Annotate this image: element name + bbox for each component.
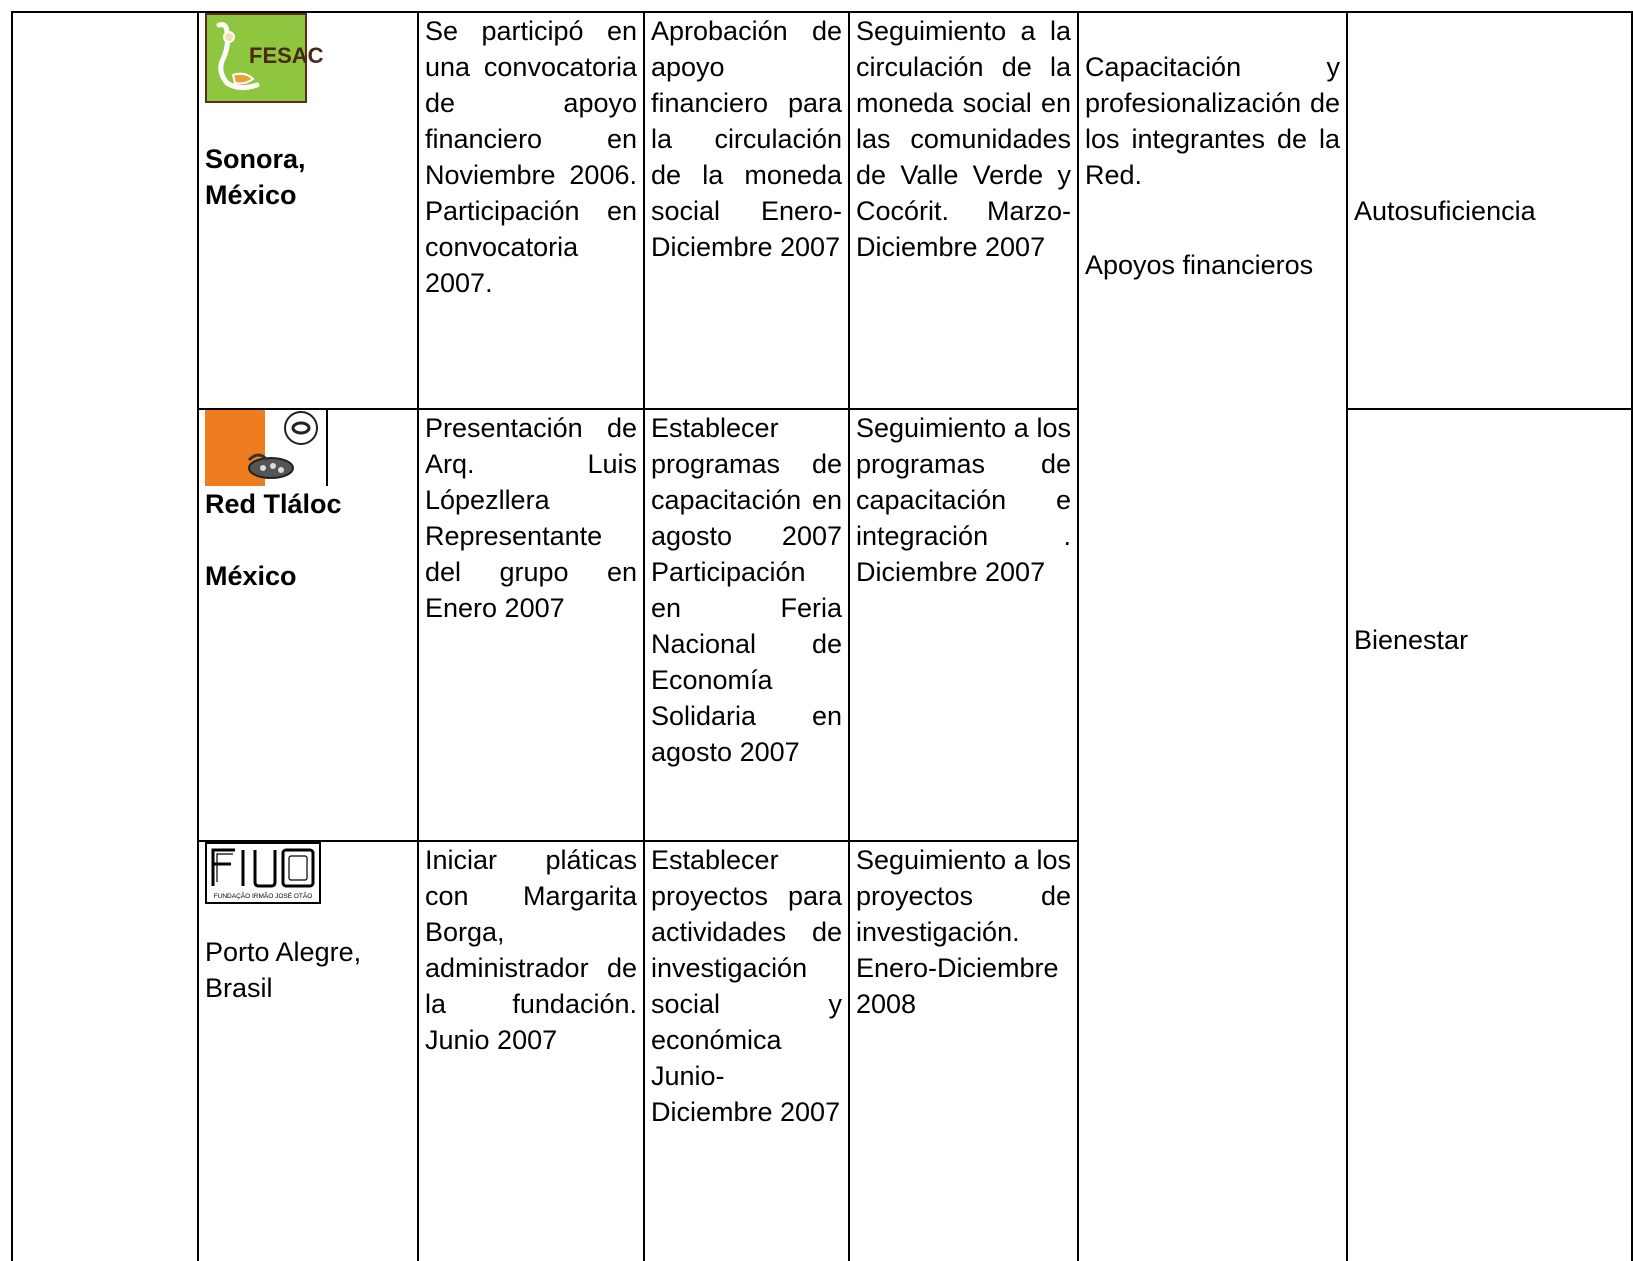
plan-cell: Establecer proyectos para actividades de investigación social y económica Junio-Diciembre 2007 [644, 841, 849, 1261]
fijo-logo-icon [205, 842, 321, 904]
empty-left-cell [12, 12, 198, 1261]
outcome-bienestar: Bienestar [1354, 625, 1469, 655]
action-cell: Presentación de Arq. Luis Lópezllera Representante del grupo en Enero 2007 [418, 409, 644, 841]
outcome-cell-bienestar [1347, 409, 1632, 1261]
fesac-logo-icon [205, 13, 324, 103]
benefit-apoyos: Apoyos financieros [1085, 250, 1314, 280]
action-cell: Iniciar pláticas con Margarita Borga, administrador de la fundación. Junio 2007 [418, 841, 644, 1261]
partners-table [11, 11, 1633, 1261]
org-location: Porto Alegre, [205, 937, 362, 967]
org-location-country: Brasil [205, 973, 273, 1003]
followup-cell: Seguimiento a la circulación de la moneda social en las comunidades de Valle Verde y Cocórit. Marzo-Diciembre 2007 [849, 12, 1078, 409]
org-cell [198, 12, 418, 409]
outcome-cell-autosuficiencia [1347, 12, 1632, 409]
followup-cell: Seguimiento a los proyectos de investigación. Enero-Diciembre 2008 [849, 841, 1078, 1261]
org-location-country: México [205, 180, 297, 210]
benefit-capacitacion: Capacitación y profesionalización de los integrantes de la Red. [1085, 52, 1340, 190]
plan-cell: Aprobación de apoyo financiero para la circulación de la moneda social Enero-Diciembre 2007 [644, 12, 849, 409]
org-location-country: México [205, 561, 297, 591]
table-row [12, 12, 1632, 409]
org-name: Red Tláloc [205, 489, 342, 519]
svg-text:FUNDAÇÃO IRMÃO JOSÉ OTÃO: FUNDAÇÃO IRMÃO JOSÉ OTÃO [213, 893, 313, 900]
red-tlaloc-logo-icon [205, 410, 329, 486]
action-cell: Se participó en una convocatoria de apoyo financiero en Noviembre 2006. Participación en convocatoria 2007. [418, 12, 644, 409]
benefits-cell [1078, 12, 1347, 1261]
plan-cell: Establecer programas de capacitación en agosto 2007 Participación en Feria Nacional de Economía Solidaria en agosto 2007 [644, 409, 849, 841]
outcome-autosuficiencia: Autosuficiencia [1354, 195, 1536, 226]
svg-text:FESAC: FESAC [249, 43, 324, 68]
org-location: Sonora, [205, 144, 306, 174]
table-row [12, 409, 1632, 841]
org-cell [198, 841, 418, 1261]
org-cell [198, 409, 418, 841]
followup-cell: Seguimiento a los programas de capacitación e integración . Diciembre 2007 [849, 409, 1078, 841]
